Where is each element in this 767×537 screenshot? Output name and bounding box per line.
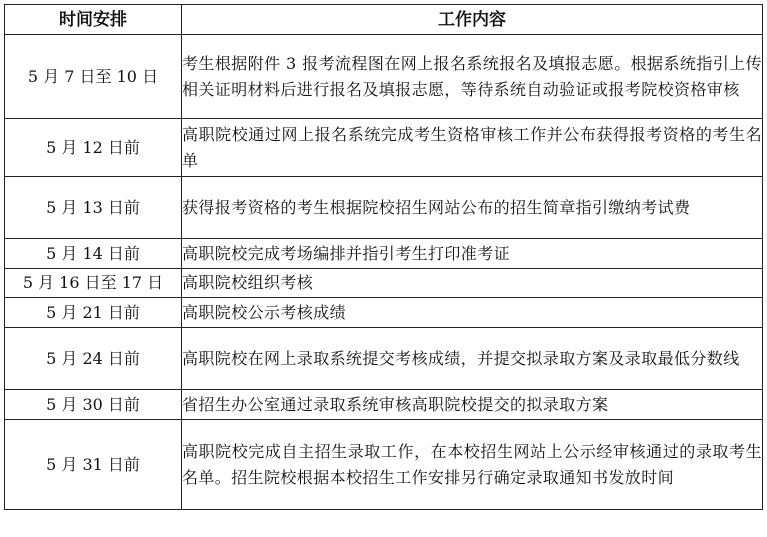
row-content: 省招生办公室通过录取系统审核高职院校提交的拟录取方案 <box>182 390 763 420</box>
row-time: 5 月 31 日前 <box>5 420 182 510</box>
table-row <box>5 239 763 269</box>
row-time: 5 月 24 日前 <box>5 328 182 390</box>
table-row <box>5 177 763 239</box>
header-row <box>5 5 763 35</box>
row-time: 5 月 12 日前 <box>5 119 182 177</box>
schedule-table <box>4 4 763 510</box>
header-content: 工作内容 <box>182 5 763 35</box>
row-content: 高职院校完成自主招生录取工作，在本校招生网站上公示经审核通过的录取考生名单。招生院校根据本校招生工作安排另行确定录取通知书发放时间 <box>182 420 763 510</box>
table-row <box>5 35 763 119</box>
table-row <box>5 269 763 298</box>
row-content: 高职院校完成考场编排并指引考生打印准考证 <box>182 239 763 269</box>
row-content: 高职院校组织考核 <box>182 269 763 298</box>
table-row <box>5 298 763 328</box>
row-time: 5 月 13 日前 <box>5 177 182 239</box>
row-content: 考生根据附件 3 报考流程图在网上报名系统报名及填报志愿。根据系统指引上传相关证明材料后进行报名及填报志愿，等待系统自动验证或报考院校资格审核 <box>182 35 763 119</box>
row-content: 获得报考资格的考生根据院校招生网站公布的招生简章指引缴纳考试费 <box>182 177 763 239</box>
row-time: 5 月 30 日前 <box>5 390 182 420</box>
row-time: 5 月 21 日前 <box>5 298 182 328</box>
table-row <box>5 328 763 390</box>
table-row <box>5 390 763 420</box>
row-time: 5 月 7 日至 10 日 <box>5 35 182 119</box>
row-content: 高职院校在网上录取系统提交考核成绩，并提交拟录取方案及录取最低分数线 <box>182 328 763 390</box>
row-time: 5 月 16 日至 17 日 <box>5 269 182 298</box>
table-row <box>5 119 763 177</box>
table-row <box>5 420 763 510</box>
row-content: 高职院校通过网上报名系统完成考生资格审核工作并公布获得报考资格的考生名单 <box>182 119 763 177</box>
header-time: 时间安排 <box>5 5 182 35</box>
row-content: 高职院校公示考核成绩 <box>182 298 763 328</box>
row-time: 5 月 14 日前 <box>5 239 182 269</box>
